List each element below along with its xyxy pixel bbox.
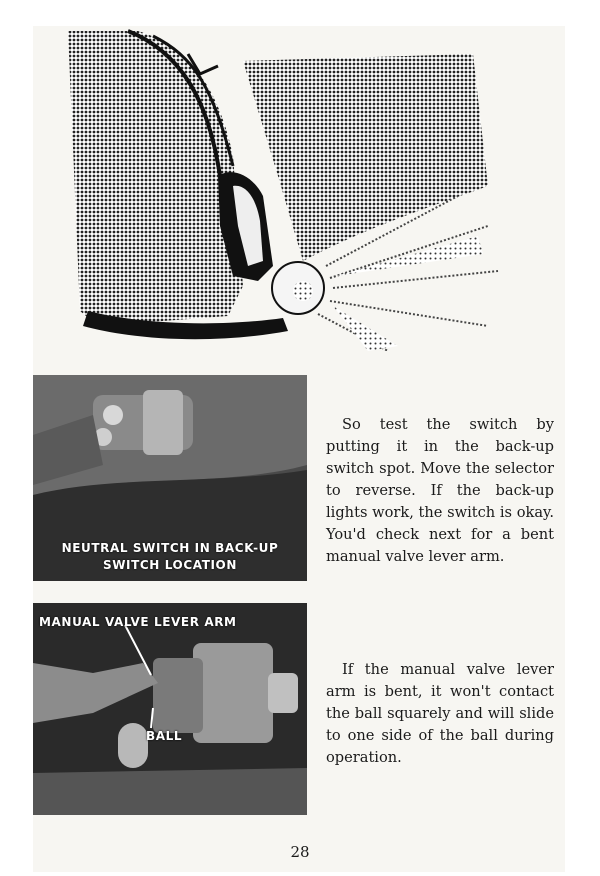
paragraph1-text: So test the switch by putting it in the back-up switch spot. Move the selector to reverse. If the back-up lights work, the switch is okay. You'd check next for a bent manual valve lever arm.: [326, 416, 554, 565]
manual-valve-lever-photo: [33, 603, 307, 815]
car-rear-backup-light-icon: [68, 26, 508, 351]
paragraph2-text: If the manual valve lever arm is bent, it won't contact the ball squarely and will slide to one side of the ball during operation.: [326, 661, 554, 766]
neutral-switch-photo: [33, 375, 307, 581]
paragraph-bent-lever: [326, 659, 554, 769]
paragraph-test-switch: [326, 414, 554, 568]
page-number: 28: [290, 843, 310, 861]
photo2-label-ball: BALL: [146, 729, 183, 743]
photo1-caption-line1: NEUTRAL SWITCH IN BACK-UP: [61, 541, 279, 555]
photo2-label-lever-arm: MANUAL VALVE LEVER ARM: [39, 615, 237, 629]
photo1-caption-line2: SWITCH LOCATION: [102, 558, 238, 572]
